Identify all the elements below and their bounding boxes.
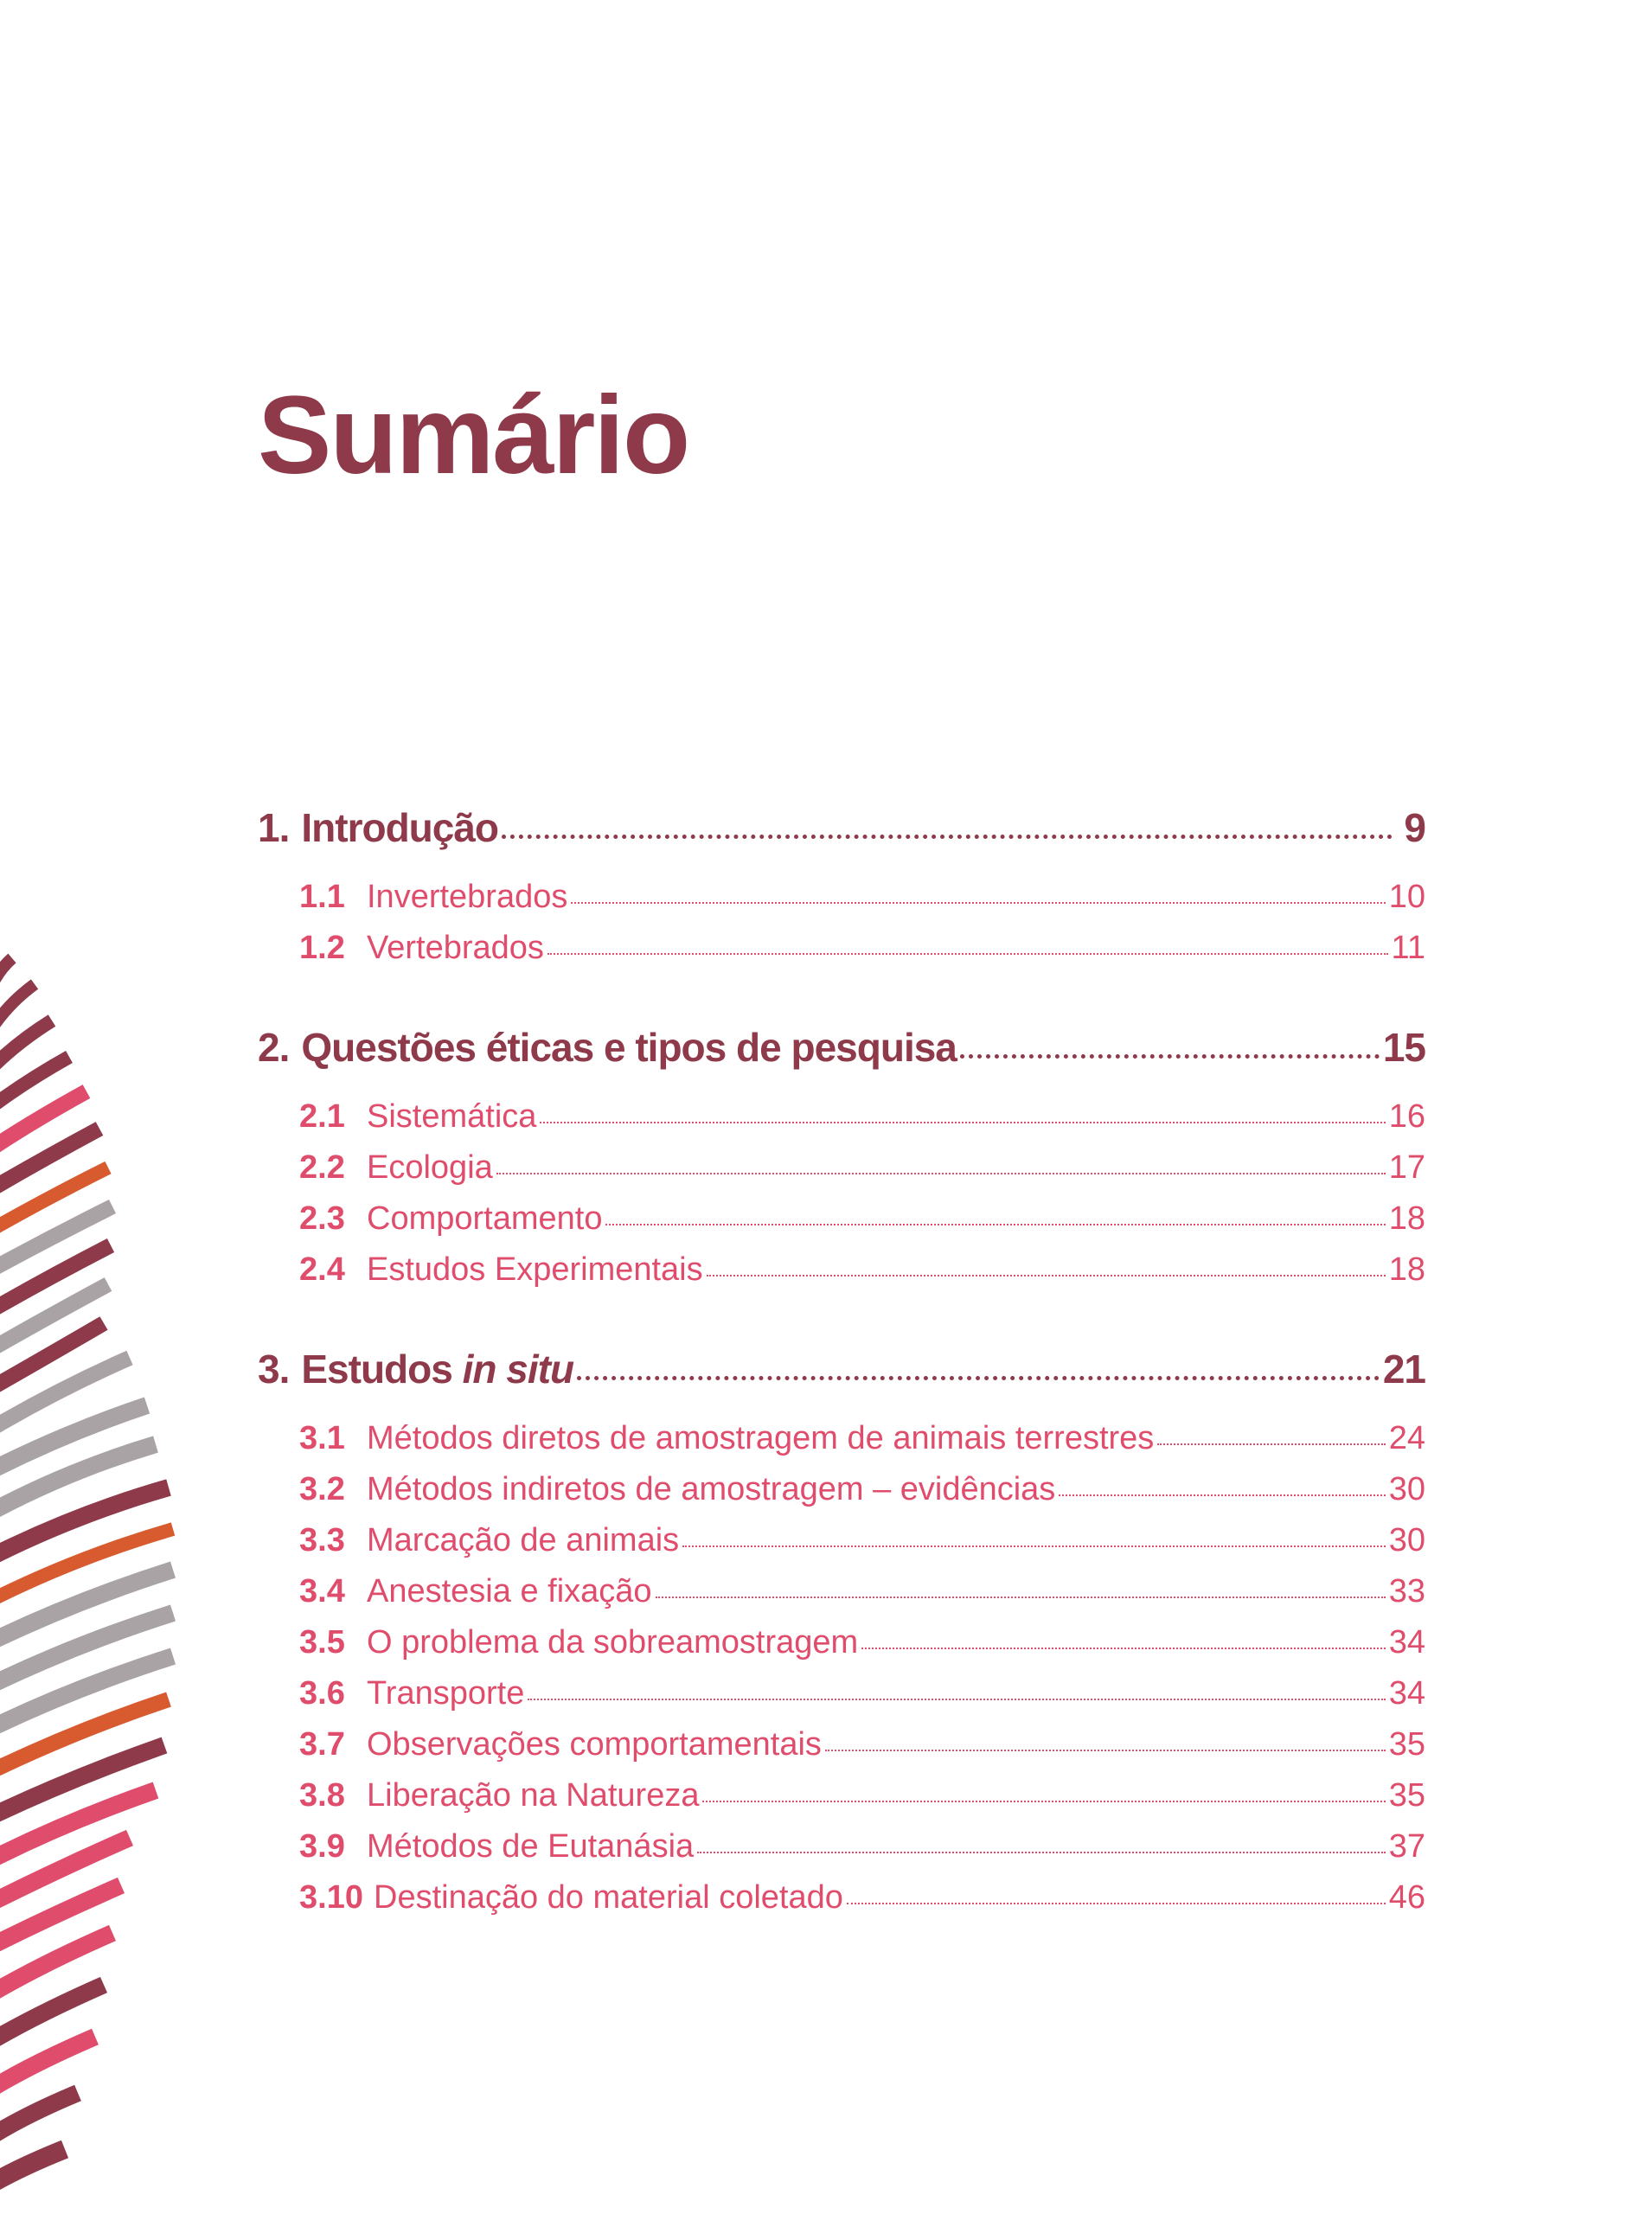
section-label [301, 1346, 573, 1392]
entry-number: 2.3 [299, 1200, 345, 1237]
page-number: 11 [1391, 930, 1425, 966]
page-number: 30 [1388, 1522, 1425, 1558]
toc-entry-2-2[interactable] [258, 1149, 1425, 1200]
toc-entry-1-1[interactable] [258, 879, 1425, 930]
entry-label: Ecologia [367, 1149, 493, 1186]
entry-number: 3.9 [299, 1828, 345, 1865]
toc-entry-3-5[interactable] [258, 1624, 1425, 1675]
toc-section-1[interactable] [258, 804, 1425, 865]
dot-leader [707, 1275, 1386, 1277]
page-number: 18 [1388, 1251, 1425, 1288]
page-number: 33 [1388, 1573, 1425, 1609]
page-number: 35 [1388, 1726, 1425, 1763]
table-of-contents [258, 804, 1425, 1930]
toc-entry-1-2[interactable] [258, 930, 1425, 981]
page-number: 24 [1388, 1420, 1425, 1456]
dot-leader [502, 835, 1393, 839]
dot-leader [547, 953, 1388, 955]
dot-leader [496, 1173, 1386, 1174]
entry-label: O problema da sobreamostragem [367, 1624, 859, 1660]
entry-label: Liberação na Natureza [367, 1777, 700, 1814]
toc-section-2[interactable] [258, 1024, 1425, 1085]
toc-entry-3-4[interactable] [258, 1573, 1425, 1624]
page-number: 18 [1388, 1200, 1425, 1237]
entry-label: Métodos indiretos de amostragem – evidências [367, 1471, 1056, 1507]
dot-leader [861, 1648, 1386, 1649]
page-number: 34 [1388, 1624, 1425, 1660]
toc-entry-3-8[interactable] [258, 1777, 1425, 1828]
entry-label: Observações comportamentais [367, 1726, 822, 1763]
entry-number: 1.2 [299, 930, 345, 966]
page-number: 21 [1382, 1347, 1425, 1392]
page-number: 34 [1388, 1675, 1425, 1712]
entry-label: Anestesia e fixação [367, 1573, 652, 1609]
entry-label: Marcação de animais [367, 1522, 680, 1558]
dot-leader [571, 902, 1385, 904]
entry-label: Sistemática [367, 1098, 537, 1135]
entry-label: Estudos Experimentais [367, 1251, 703, 1288]
toc-entry-2-1[interactable] [258, 1098, 1425, 1149]
page-number: 37 [1388, 1828, 1425, 1865]
section-number: 3. [258, 1347, 290, 1392]
toc-entry-3-9[interactable] [258, 1828, 1425, 1879]
page-title: Sumário [258, 374, 689, 497]
dot-leader [1059, 1494, 1385, 1496]
decorative-stripes [0, 951, 199, 2214]
toc-entry-3-6[interactable] [258, 1675, 1425, 1726]
entry-label: Destinação do material coletado [374, 1879, 843, 1916]
entry-number: 2.2 [299, 1149, 345, 1186]
page-number: 9 [1404, 805, 1425, 850]
section-number: 1. [258, 805, 290, 850]
page-number: 30 [1388, 1471, 1425, 1507]
entry-number: 3.8 [299, 1777, 345, 1814]
dot-leader [847, 1903, 1386, 1904]
dot-leader [825, 1750, 1386, 1751]
dot-leader [1157, 1443, 1385, 1445]
entry-label: Invertebrados [367, 879, 568, 915]
page-number: 35 [1388, 1777, 1425, 1814]
dot-leader [605, 1224, 1385, 1225]
toc-entry-2-4[interactable] [258, 1251, 1425, 1302]
entry-number: 3.5 [299, 1624, 345, 1660]
dot-leader [960, 1054, 1380, 1059]
entry-number: 3.7 [299, 1726, 345, 1763]
entry-label: Métodos de Eutanásia [367, 1828, 695, 1865]
toc-entry-3-7[interactable] [258, 1726, 1425, 1777]
dot-leader [528, 1699, 1385, 1700]
toc-entry-3-2[interactable] [258, 1471, 1425, 1522]
section-label-prefix: Estudos [301, 1347, 463, 1392]
toc-section-3[interactable] [258, 1346, 1425, 1406]
entry-number: 3.4 [299, 1573, 345, 1609]
section-label-italic: in situ [462, 1347, 574, 1392]
entry-number: 3.1 [299, 1420, 345, 1456]
entry-number: 3.3 [299, 1522, 345, 1558]
toc-entry-3-3[interactable] [258, 1522, 1425, 1573]
entry-number: 3.10 [299, 1879, 363, 1916]
entry-label: Métodos diretos de amostragem de animais terrestres [367, 1420, 1155, 1456]
dot-leader [702, 1801, 1385, 1802]
section-label: Introdução [301, 805, 499, 850]
dot-leader [540, 1122, 1385, 1123]
dot-leader [682, 1545, 1386, 1547]
toc-entry-2-3[interactable] [258, 1200, 1425, 1251]
page-number: 15 [1382, 1025, 1425, 1070]
entry-number: 3.6 [299, 1675, 345, 1712]
section-number: 2. [258, 1025, 290, 1070]
page-number: 46 [1388, 1879, 1425, 1916]
entry-number: 3.2 [299, 1471, 345, 1507]
section-label: Questões éticas e tipos de pesquisa [301, 1025, 957, 1070]
dot-leader [656, 1597, 1386, 1598]
dot-leader [697, 1852, 1386, 1853]
entry-number: 2.1 [299, 1098, 345, 1135]
entry-label: Transporte [367, 1675, 525, 1712]
toc-entry-3-10[interactable] [258, 1879, 1425, 1930]
toc-entry-3-1[interactable] [258, 1420, 1425, 1471]
entry-number: 2.4 [299, 1251, 345, 1288]
entry-label: Comportamento [367, 1200, 603, 1237]
entry-label: Vertebrados [367, 930, 544, 966]
dot-leader [577, 1376, 1380, 1380]
page-number: 17 [1388, 1149, 1425, 1186]
entry-number: 1.1 [299, 879, 345, 915]
page-number: 16 [1388, 1098, 1425, 1135]
page-number: 10 [1388, 879, 1425, 915]
